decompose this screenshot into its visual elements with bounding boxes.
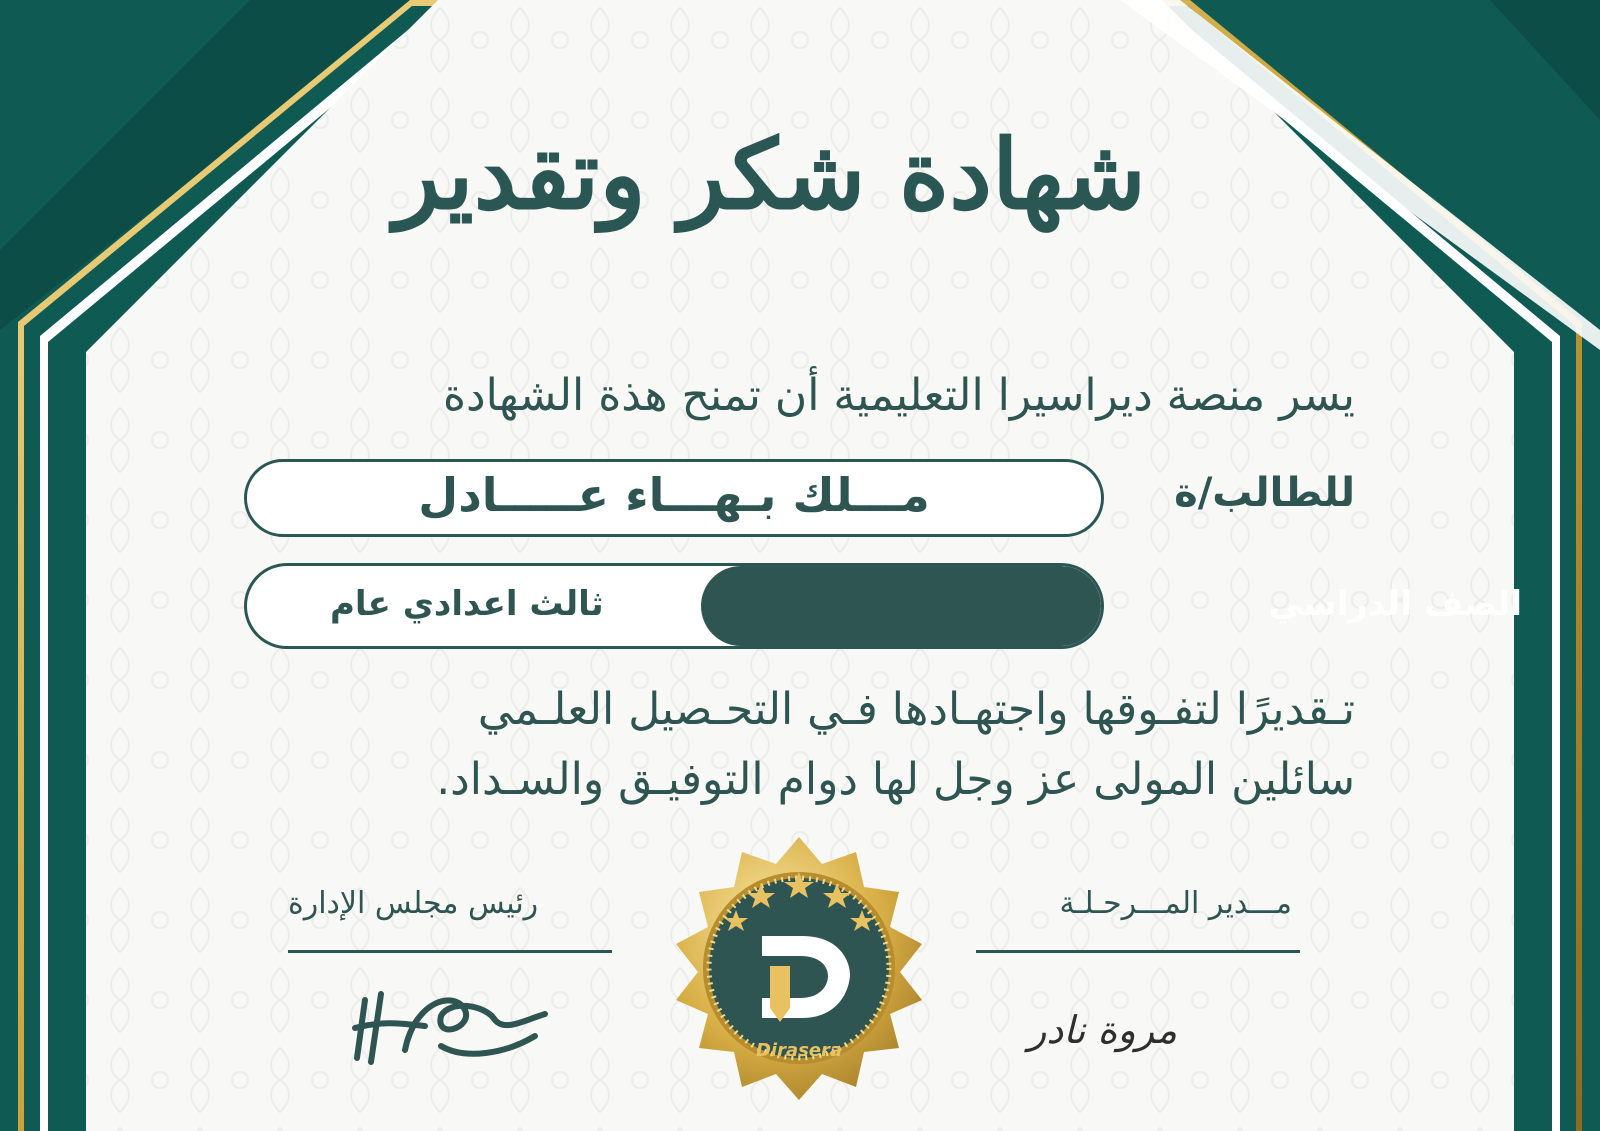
stage-director-signature-line: [976, 950, 1300, 953]
student-label: للطالب/ة: [1174, 470, 1355, 516]
board-chairman-title: رئيس مجلس الإدارة: [288, 886, 539, 921]
grade-label-background: [701, 566, 1101, 646]
grade-value: ثالث اعدادي عام: [330, 584, 604, 624]
intro-text: يسر منصة ديراسيرا التعليمية أن تمنح هذة الشهادة: [442, 370, 1355, 421]
stage-director-signature: مروة نادر: [1028, 1008, 1178, 1052]
grade-label: الصف الدراسي: [1268, 584, 1522, 624]
body-line-1: تـقديرًا لتفـوقها واجتهـادها فـي التحـصيل العلـمي: [477, 684, 1355, 735]
board-chairman-signature: [345, 980, 555, 1070]
body-line-2: سائلين المولى عز وجل لها دوام التوفيـق والسـداد.: [436, 754, 1355, 805]
dirasera-seal: [664, 832, 934, 1102]
student-name: مـــلك بـهـــاء عـــــادل: [418, 468, 930, 522]
certificate-title: شهادة شكر وتقدير: [394, 118, 1146, 231]
board-chairman-signature-line: [288, 950, 612, 953]
seal-brand-text: Dirasera: [755, 1040, 843, 1061]
stage-director-title: مـــدير المـــرحـلـة: [1059, 886, 1292, 921]
